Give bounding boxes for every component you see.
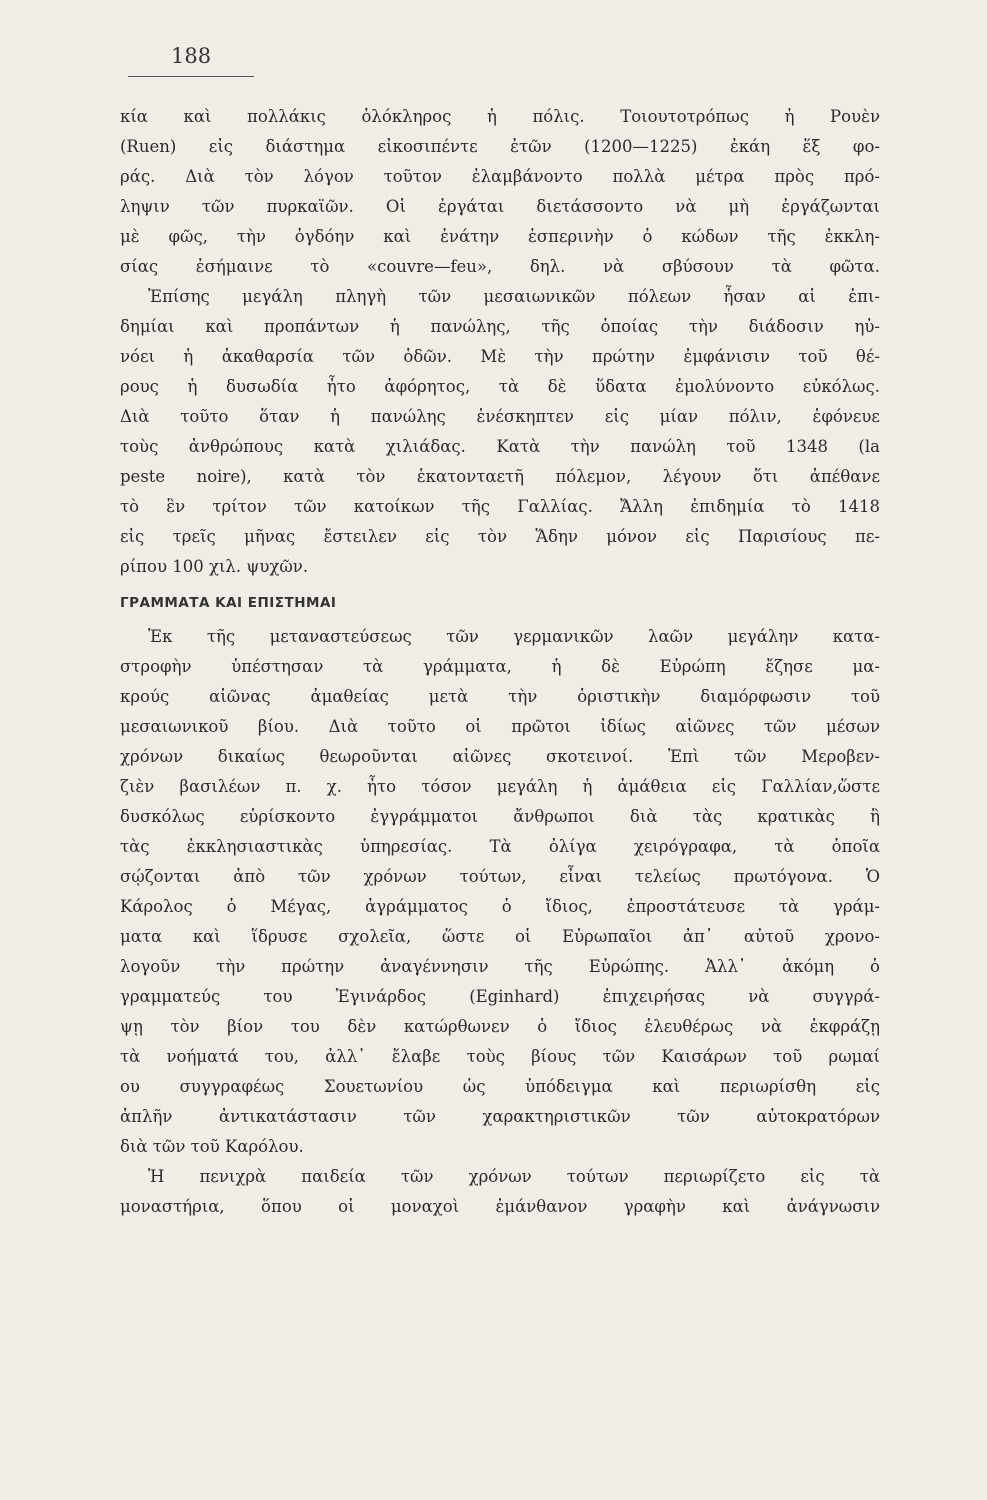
text-line: γραμματεύς του Ἐγινάρδος (Eginhard) ἐπιχειρήσας νὰ συγγρά- bbox=[120, 987, 880, 1006]
text-line: διὰ τῶν τοῦ Καρόλου. bbox=[120, 1137, 304, 1156]
text-line: ἁπλῆν ἀντικατάστασιν τῶν χαρακτηριστικῶν τῶν αὐτοκρατόρων bbox=[120, 1107, 880, 1126]
text-line: μὲ φῶς, τὴν ὀγδόην καὶ ἐνάτην ἑσπερινὴν ὁ κώδων τῆς ἐκκλη- bbox=[120, 227, 880, 246]
text-line: δυσκόλως εὑρίσκοντο ἐγγράμματοι ἄνθρωποι διὰ τὰς κρατικὰς ἢ bbox=[120, 807, 880, 826]
text-line: Ἐπίσης μεγάλη πληγὴ τῶν μεσαιωνικῶν πόλεων ἦσαν αἱ ἐπι- bbox=[148, 287, 880, 306]
text-line: ψῃ τὸν βίον του δὲν κατώρθωνεν ὁ ἴδιος ἐλευθέρως νὰ ἐκφράζῃ bbox=[120, 1017, 880, 1036]
text-line: κρούς αἰῶνας ἀμαθείας μετὰ τὴν ὁριστικὴν διαμόρφωσιν τοῦ bbox=[120, 687, 880, 706]
text-line: ζιὲν βασιλέων π. χ. ἦτο τόσον μεγάλη ἡ ἀμάθεια εἰς Γαλλίαν,ὥστε bbox=[120, 777, 880, 796]
text-line: σῴζονται ἀπὸ τῶν χρόνων τούτων, εἶναι τελείως πρωτόγονα. Ὁ bbox=[120, 867, 880, 886]
body-text bbox=[120, 102, 880, 1222]
text-line: εἰς τρεῖς μῆνας ἔστειλεν εἰς τὸν Ἅδην μόνον εἰς Παρισίους πε- bbox=[120, 527, 880, 546]
header-rule bbox=[128, 76, 254, 77]
text-line: κία καὶ πολλάκις ὁλόκληρος ἡ πόλις. Τοιουτοτρόπως ἡ Ρουὲν bbox=[120, 107, 880, 126]
text-line: ρους ἡ δυσωδία ἦτο ἀφόρητος, τὰ δὲ ὕδατα ἐμολύνοντο εὐκόλως. bbox=[120, 377, 880, 396]
text-line: Διὰ τοῦτο ὅταν ἡ πανώλης ἐνέσκηπτεν εἰς μίαν πόλιν, ἐφόνευε bbox=[120, 407, 880, 426]
text-line: ράς. Διὰ τὸν λόγον τοῦτον ἐλαμβάνοντο πολλὰ μέτρα πρὸς πρό- bbox=[120, 167, 880, 186]
text-line: τὰς ἐκκλησιαστικὰς ὑπηρεσίας. Τὰ ὀλίγα χειρόγραφα, τὰ ὁποῖα bbox=[120, 837, 880, 856]
text-line: Ἡ πενιχρὰ παιδεία τῶν χρόνων τούτων περιωρίζετο εἰς τὰ bbox=[148, 1167, 880, 1186]
text-line: χρόνων δικαίως θεωροῦνται αἰῶνες σκοτεινοί. Ἐπὶ τῶν Μεροβεν- bbox=[120, 747, 880, 766]
text-line: ου συγγραφέως Σουετωνίου ὡς ὑπόδειγμα καὶ περιωρίσθη εἰς bbox=[120, 1077, 880, 1096]
page-number: 188 bbox=[171, 44, 212, 68]
text-line: τὰ νοήματά του, ἀλλ᾽ ἔλαβε τοὺς βίους τῶν Καισάρων τοῦ ρωμαί bbox=[120, 1047, 880, 1066]
text-line: peste noire), κατὰ τὸν ἑκατονταετῆ πόλεμον, λέγουν ὅτι ἀπέθανε bbox=[120, 467, 880, 486]
text-line: μοναστήρια, ὅπου οἱ μοναχοὶ ἐμάνθανον γραφὴν καὶ ἀνάγνωσιν bbox=[120, 1197, 880, 1216]
text-line: μεσαιωνικοῦ βίου. Διὰ τοῦτο οἱ πρῶτοι ἰδίως αἰῶνες τῶν μέσων bbox=[120, 717, 880, 736]
text-line: στροφὴν ὑπέστησαν τὰ γράμματα, ἡ δὲ Εὐρώπη ἔζησε μα- bbox=[120, 657, 880, 676]
text-line: σίας ἐσήμαινε τὸ «couvre—feu», δηλ. νὰ σβύσουν τὰ φῶτα. bbox=[120, 257, 880, 276]
text-line: νόει ἡ ἀκαθαρσία τῶν ὁδῶν. Μὲ τὴν πρώτην ἐμφάνισιν τοῦ θέ- bbox=[120, 347, 880, 366]
text-line: Κάρολος ὁ Μέγας, ἀγράμματος ὁ ἴδιος, ἐπροστάτευσε τὰ γράμ- bbox=[120, 897, 880, 916]
text-line: τοὺς ἀνθρώπους κατὰ χιλιάδας. Κατὰ τὴν πανώλη τοῦ 1348 (la bbox=[120, 437, 880, 456]
text-line: (Ruen) εἰς διάστημα εἰκοσιπέντε ἐτῶν (1200—1225) ἐκάη ἕξ φο- bbox=[120, 137, 880, 156]
text-line: ματα καὶ ἵδρυσε σχολεῖα, ὥστε οἱ Εὐρωπαῖοι ἀπ᾽ αὐτοῦ χρονο- bbox=[120, 927, 880, 946]
text-line: τὸ ἓν τρίτον τῶν κατοίκων τῆς Γαλλίας. Ἄλλη ἐπιδημία τὸ 1418 bbox=[120, 497, 880, 516]
text-line: ληψιν τῶν πυρκαϊῶν. Οἱ ἐργάται διετάσσοντο νὰ μὴ ἐργάζωνται bbox=[120, 197, 880, 216]
text-line: ρίπου 100 χιλ. ψυχῶν. bbox=[120, 557, 309, 576]
text-line: Ἐκ τῆς μεταναστεύσεως τῶν γερμανικῶν λαῶν μεγάλην κατα- bbox=[148, 627, 880, 646]
text-line: δημίαι καὶ προπάντων ἡ πανώλης, τῆς ὁποίας τὴν διάδοσιν ηὐ- bbox=[120, 317, 880, 336]
text-line: λογοῦν τὴν πρώτην ἀναγέννησιν τῆς Εὐρώπης. Ἀλλ᾽ ἀκόμη ὁ bbox=[120, 957, 880, 976]
section-heading: ΓΡΑΜΜΑΤΑ ΚΑΙ ΕΠΙΣΤΗΜΑΙ bbox=[120, 595, 337, 611]
